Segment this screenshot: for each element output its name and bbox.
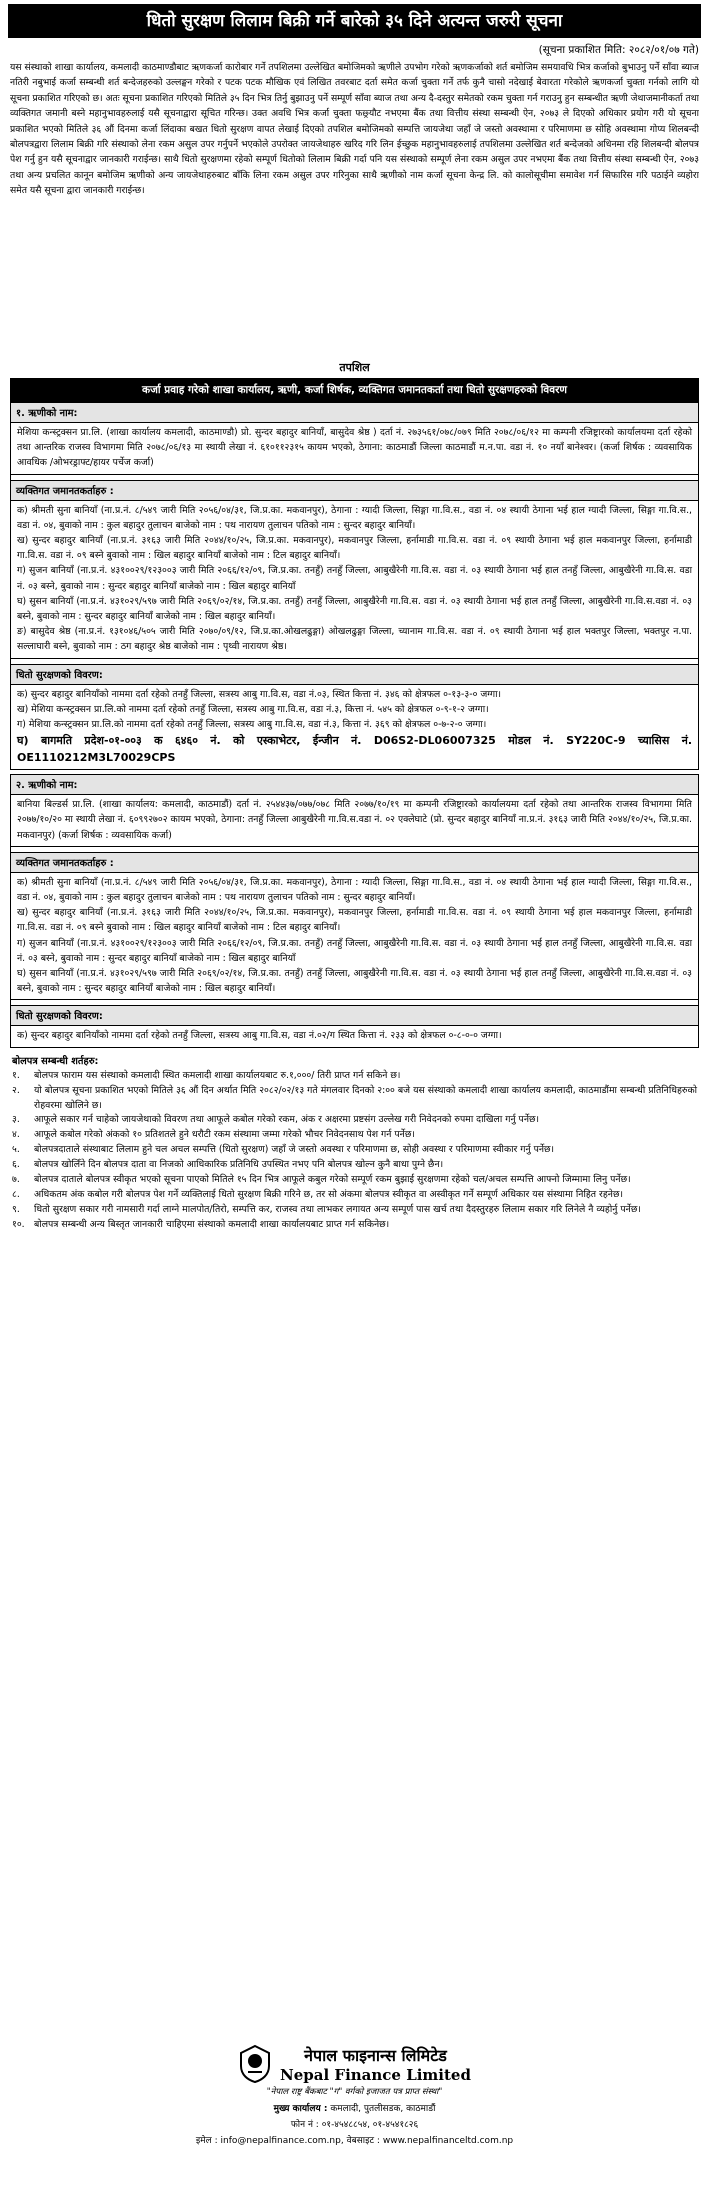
collateral-label: धितो सुरक्षणको विवरण: (11, 665, 698, 685)
publish-date: (सूचना प्रकाशित मिति: २०८२/०१/०७ गते) (538, 44, 699, 56)
head-office-label: मुख्य कार्यालय : (273, 2104, 328, 2114)
contact-line: इमेल : info@nepalfinance.com.np, वेबसाइट : www.nepalfinanceltd.com.np (195, 2136, 514, 2146)
term-number: ६. (12, 1159, 20, 1171)
term-item (12, 1143, 697, 1158)
email-link[interactable]: info@nepalfinance.com.np (220, 2136, 341, 2146)
collateral-list (11, 685, 698, 770)
term-item (12, 1158, 697, 1173)
term-text: आफूले सकार गर्न चाहेको जायजेथाको विवरण तथा आफूले कबोल गरेको रकम, अंक र अक्षरमा प्रष्टसंग उल्लेख गरी निवेदनको रुपमा दाखिला गर्नु पर्नेछ। (34, 1114, 540, 1126)
collateral-item: ख) मेशिया कन्स्ट्रक्सन प्रा.लि.को नाममा दर्ता रहेको तनहुँ जिल्ला, सत्रस्य आबु गा.वि.स, वडा नं.३, कित्ता नं. ५४५ को क्षेत्रफल ०-९-१-२ जग्गा। (17, 703, 489, 715)
borrower-2-label: २. ऋणीको नाम: (11, 775, 698, 795)
term-number: ४. (12, 1129, 20, 1141)
term-item (12, 1188, 697, 1203)
company-brand (0, 2044, 709, 2084)
collateral-item: क) सुन्दर बहादुर बानियाँको नाममा दर्ता रहेको तनहुँ जिल्ला, सत्रस्य आबु गा.वि.स, वडा नं.०३, स्थित कित्ता नं. ३४६ को क्षेत्रफल ०-१३-३-० जग्गा। (17, 688, 502, 700)
collateral-item: क) सुन्दर बहादुर बानियाँको नाममा दर्ता रहेको तनहुँ जिल्ला, सत्रस्य आबु गा.वि.स, वडा नं.०२/ग स्थित कित्ता नं. २३३ को क्षेत्रफल ०-८-०-० जग्गा। (17, 1030, 502, 1042)
term-number: १०. (12, 1218, 25, 1230)
term-text: आफूले कबोल गरेको अंकको १० प्रतिशतले हुने धरौटी रकम संस्थामा जम्मा गरेको भौचर निवेदनसाथ पेश गर्न पर्नेछ। (34, 1129, 415, 1141)
term-item (12, 1069, 697, 1084)
website-link[interactable]: www.nepalfinanceltd.com.np (382, 2136, 514, 2146)
term-text: बोलपत्र सम्बन्धी अन्य बिस्तृत जानकारी चाहिएमा संस्थाको कमलादी शाखा कार्यालयबाट प्राप्त गर्न सकिनेछ। (34, 1218, 390, 1230)
collateral-list (11, 1026, 698, 1046)
phone-label: फोन नं : (290, 2120, 319, 2130)
head-office-line (0, 2101, 709, 2114)
guarantors-list (11, 501, 698, 659)
company-logo-icon (238, 2044, 272, 2084)
guarantor-item: ख) सुन्दर बहादुर बानियाँ (ना.प्र.नं. ३१६३ जारी मिति २०४४/१०/२५, जि.प्र.का. मकवानपुर), मकवानपुर जिल्ला, हर्नामाडी गा.वि.स. वडा नं. ०९ स्थायी ठेगाना भई हाल मकवानपुर जिल्ला, हर्नामाडी गा.वि.स. वडा नं. ०९ बस्ने बुवाको नाम : खिल बहादुर बानियाँ बाजेको नाम : टिल बहादुर बानियाँ। (17, 907, 692, 934)
borrower-2-section (10, 774, 699, 1047)
email-label: इमेल : (195, 2136, 218, 2146)
collateral-label: धितो सुरक्षणको विवरण: (11, 1006, 698, 1026)
term-number: ५. (12, 1144, 20, 1156)
term-text: बोलपत्र खोलिँने दिन बोलपत्र दाता वा निजको आधिकारिक प्रतिनिधि उपस्थित नभए पनि बोलपत्र खोल्न कुनै बाधा पुग्ने छैन। (34, 1159, 444, 1171)
guarantor-item: घ) सुसन बानियाँ (ना.प्र.नं. ४३१०२९/५९७ जारी मिति २०६९/०२/१४, जि.प्र.का. तनहुँ) तनहुँ जिल्ला, आबुखैरेनी गा.वि.स. वडा नं. ०३ स्थायी ठेगाना भई हाल तनहुँ जिल्ला, आबुखैरेनी गा.वि.स.वडा नं. ०३ बस्ने, बुवाको नाम : सुन्दर बहादुर बानियाँ बाजेको नाम : खिल बहादुर बानियाँ। (17, 968, 692, 995)
term-text: बोलपत्र फाराम यस संस्थाको कमलादी स्थित कमलादी शाखा कार्यालयबाट रु.१,०००/ तिरी प्राप्त गर्न सकिने छ। (34, 1069, 401, 1081)
company-names (280, 2044, 471, 2084)
term-item (12, 1128, 697, 1143)
guarantor-item: घ) सुसन बानियाँ (ना.प्र.नं. ४३१०२९/५९७ जारी मिति २०६९/०२/१४, जि.प्र.का. तनहुँ) तनहुँ जिल्ला, आबुखैरेनी गा.वि.स. वडा नं. ०३ स्थायी ठेगाना भई हाल तनहुँ जिल्ला, आबुखैरेनी गा.वि.स.वडा नं. ०३ बस्ने, बुवाको नाम : सुन्दर बहादुर बानियाँ बाजेको नाम : खिल बहादुर बानियाँ। (17, 595, 692, 623)
term-text: बोलपत्रदाताले संस्थाबाट लिलाम हुने चल अचल सम्पत्ति (धितो सुरक्षण) जहाँ जे जस्तो अवस्था र परिमाणमा छ, सोही अवस्था र परिमाणमा स्वीकार गर्नु पर्नेछ। (34, 1144, 555, 1156)
borrower-1-section (10, 402, 699, 770)
term-item (12, 1173, 697, 1188)
details-label: तपशिल (339, 361, 370, 374)
guarantor-item: ग) सुजन बानियाँ (ना.प्र.नं. ४३१००२९/१२३००३ जारी मिति २०६६/१२/०९, जि.प्र.का. तनहुँ) तनहुँ जिल्ला, आबुखैरेनी गा.वि.स. वडा नं. ०३ स्थायी ठेगाना भई हाल तनहुँ जिल्ला, आबुखैरेनी गा.वि.स. वडा नं. ०३ बस्ने, बुवाको नाम : सुन्दर बहादुर बानियाँ बाजेको नाम : खिल बहादुर बानियाँ (17, 565, 692, 592)
company-name-en: Nepal Finance Limited (280, 2066, 471, 2084)
term-text: अधिकतम अंक कबोल गरी बोलपत्र पेश गर्ने व्यक्तिलाई धितो सुरक्षण बिक्री गरिने छ, तर सो अंकमा बोलपत्र स्वीकृत वा अस्वीकृत गर्ने सम्पूर्ण अधिकार यस संस्थामा निहित रहनेछ। (34, 1188, 623, 1200)
equipment-item: घ) बागमति प्रदेश-०१-००३ क ६४६० नं. को एस्काभेटर, ईन्जीन नं. D06S2-DL06007325 मोडल नं. SY220C-9 च्यासिस नं. OE1110212M3L70029CPS (17, 734, 692, 765)
term-text: बोलपत्र दाताले बोलपत्र स्वीकृत भएको सूचना पाएको मितिले १५ दिन भित्र आफूले कबुल गरेको सम्पूर्ण रकम बुझाई सुरक्षणमा रहेको चल/अचल सम्पत्ति आफ्नो जिम्मामा लिनु पर्नेछ। (34, 1174, 631, 1186)
terms-heading: बोलपत्र सम्बन्धी शर्तहरु: (12, 1055, 99, 1067)
phone-number: ०१-४५४८८५४, ०१-४५४१८२६ (321, 2120, 419, 2130)
term-number: ९. (12, 1203, 20, 1215)
term-text: यो बोलपत्र सूचना प्रकाशित भएको मितिले ३६ औं दिन अर्थात मिति २०८२/०२/१३ गते मंगलवार दिनको २:०० बजे यस संस्थाको कमलादी शाखा कार्यालय कमलादी, काठमाडौंमा सम्बन्धी प्रतिनिधिहरुको रोहवरमा खोलिने छ। (34, 1084, 697, 1111)
details-heading: कर्जा प्रवाह गरेको शाखा कार्यालय, ऋणी, कर्जा शिर्षक, व्यक्तिगत जमानतकर्ता तथा धितो सुरक्षणहरुको विवरण (10, 378, 699, 402)
term-number: १. (12, 1069, 20, 1081)
guarantor-item: ङ) बासुदेव श्रेष्ठ (ना.प्र.नं. १३१०४६/५०५ जारी मिति २०७०/०९/१२, जि.प्र.का.ओखलढुङ्गा) ओखलढुङ्गा जिल्ला, च्यानाम गा.वि.स. वडा नं. ०९ स्थायी ठेगाना भई हाल भक्तपुर जिल्ला, भक्तपुर न.पा. सल्लाघारी बस्ने, बुवाको नाम : ठग बहादुर श्रेष्ठ बाजेको नाम : पृथ्वी नारायण श्रेष्ठ। (17, 626, 692, 653)
guarantor-item: क) श्रीमती सुना बानियाँ (ना.प्र.नं. ८/५४९ जारी मिति २०५६/०४/३१, जि.प्र.का. मकवानपुर), ठेगाना : ग्यादी जिल्ला, सिङ्गा गा.वि.स., वडा नं. ०४ स्थायी ठेगाना भई हाल ग्यादी जिल्ला, सिङ्गा गा.वि.स., वडा नं. ०४, बुवाको नाम : कुल बहादुर तुलाचन बाजेको नाम : पथ नारायण तुलाचन पतिको नाम : सुन्दर बहादुर बानियाँ। (17, 504, 692, 531)
collateral-item: ग) मेशिया कन्स्ट्रक्सन प्रा.लि.को नाममा दर्ता रहेको तनहुँ जिल्ला, सत्रस्य आबु गा.वि.स, वडा नं.३, कित्ता नं. ३६९ को क्षेत्रफल ०-७-२-० जग्गा। (17, 719, 487, 731)
borrower-1-label: १. ऋणीको नाम: (11, 403, 698, 423)
guarantors-label: व्यक्तिगत जमानतकर्ताहरु : (11, 481, 698, 501)
guarantors-list (11, 873, 698, 1001)
term-number: २. (12, 1084, 20, 1096)
company-tagline: "नेपाल राष्ट्र बैंकबाट "ग" वर्गको इजाजत पत्र प्राप्त संस्था" (266, 2087, 443, 2097)
borrower-2-details: बानिया बिल्डर्स प्रा.लि. (शाखा कार्यालय: कमलादी, काठमाडौं) दर्ता नं. २५४४३७/०७७/०७८ मिति २०७७/१०/१९ मा कम्पनी रजिष्ट्रारको कार्यालयमा दर्ता रहेको तथा आन्तरिक राजस्व विभागमा मिति २०७७/१०/२० मा स्थायी लेखा नं. ६०९९२७०२ कायम भएको, ठेगाना: तनहुँ जिल्ला आबुखैरेनी गा.वि.स.वडा नं. ०२ एक्लेघाटे (प्रो. सुन्दर बहादुर बानियाँ ना.प्र.नं. ३१६३ जारी मिति २०४४/१०/२५, जि.प्र.का. मकवानपुर) (कर्जा शिर्षक : व्यवसायिक कर्जा) (11, 795, 698, 847)
guarantor-item: क) श्रीमती सुना बानियाँ (ना.प्र.नं. ८/५४९ जारी मिति २०५६/०४/३१, जि.प्र.का. मकवानपुर), ठेगाना : ग्यादी जिल्ला, सिङ्गा गा.वि.स., वडा नं. ०४ स्थायी ठेगाना भई हाल ग्यादी जिल्ला, सिङ्गा गा.वि.स., वडा नं. ०४, बुवाको नाम : कुल बहादुर तुलाचन बाजेको नाम : पथ नारायण तुलाचन पतिको नाम : सुन्दर बहादुर बानियाँ। (17, 876, 692, 904)
head-office-address: कमलादी, पुतलीसडक, काठमाडौं (330, 2104, 436, 2114)
term-item (12, 1218, 697, 1233)
website-label: वेबसाइट : (346, 2136, 380, 2146)
term-text: धितो सुरक्षण सकार गरी नामसारी गर्दा लाग्ने मालपोत/तिरो, सम्पत्ति कर, राजस्व तथा लाभकर लगायत अन्य सम्पूर्ण पास खर्च तथा दैदस्तुरहरु लिलाम सकार गरि लिनेले नै व्यहोर्नु पर्नेछ। (34, 1203, 641, 1215)
term-number: ७. (12, 1174, 20, 1186)
term-item (12, 1203, 697, 1218)
company-footer (0, 2040, 709, 2146)
company-name-np: नेपाल फाइनान्स लिमिटेड (304, 2046, 447, 2065)
guarantor-item: ग) सुजन बानियाँ (ना.प्र.नं. ४३१००२९/१२३००३ जारी मिति २०६६/१२/०९, जि.प्र.का. तनहुँ) तनहुँ जिल्ला, आबुखैरेनी गा.वि.स. वडा नं. ०३ स्थायी ठेगाना भई हाल तनहुँ जिल्ला, आबुखैरेनी गा.वि.स. वडा नं. ०३ बस्ने, बुवाको नाम : सुन्दर बहादुर बानियाँ बाजेको नाम : खिल बहादुर बानियाँ (17, 937, 692, 964)
terms-list (12, 1069, 697, 1233)
term-item (12, 1084, 697, 1114)
notice-title: धितो सुरक्षण लिलाम बिक्री गर्ने बारेको ३५ दिने अत्यन्त जरुरी सूचना (8, 4, 701, 38)
phone-line (0, 2117, 709, 2130)
borrower-1-details: मेशिया कन्स्ट्रक्सन प्रा.लि. (शाखा कार्यालय कमलादी, काठमाण्डौ) प्रो. सुन्दर बहादुर बानियाँ, बासुदेव श्रेष्ठ ) दर्ता नं. २७३५६१/०७८/०७९ मिति २०७८/०६/१२ मा कम्पनी रजिष्ट्रारको कार्यालयमा दर्ता रहेको तथा आन्तरिक राजस्व विभागमा मिति २०७८/०६/१३ मा स्थायी लेखा नं. ६१०११२३१५ कायम भएको, ठेगाना: काठमाडौं जिल्ला काठमाडौं म.न.पा. वडा नं. १० नयाँ बानेश्वर। (कर्जा शिर्षक : व्यवसायिक आवधिक /ओभरड्राफ्ट/हायर पर्चेज कर्जा) (11, 423, 698, 475)
term-item (12, 1113, 697, 1128)
guarantors-label: व्यक्तिगत जमानतकर्ताहरु : (11, 853, 698, 873)
intro-paragraph: यस संस्थाको शाखा कार्यालय, कमलादी काठमाण्डौबाट ऋणकर्जा कारोबार गर्ने तपशिलमा उल्लेखित बमोजिमको ऋणीले उपभोग गरेको ऋणकर्जाको शर्त बमोजिम समयावधि भित्र कर्जाको बुभाउनु पर्ने साँवा ब्याज नतिरी नबुभाई कर्जा सम्बन्धी शर्त बन्देजहरुको उल्लङ्घन गरेको र पटक पटक मौखिक एवं लिखित तवरबाट दर्ता समेत कर्जा चुक्ता गर्ने तर्फ कुनै चासो नदेखाई बेवारता गरेकोले ऋणकर्जा चुक्ता गर्नको लागि यो सूचना प्रकाशित गरिएको छ। अतः सूचना प्रकाशित गरिएको मितिले ३५ दिन भित्र तिर्नु बुझाउनु पर्ने सम्पूर्ण साँवा ब्याज तथा अन्य दै-दस्तुर समेतको रकम चुक्ता गर्न गराउनु हुन सम्बन्धीत ऋणी जेथाजमानीकर्ता तथा व्यक्तिगत जमानी बस्ने महानुभावहरुलाई यसै सूचनाद्वारा सूचित गरिन्छ। उक्त अवधि भित्र कर्जा चुक्ता फछ्र्यौट नभएमा बैंक तथा वित्तीय संस्था सम्बन्धी ऐन, २०७३ ले दिएको अधिकार प्रयोग गरी यो सूचना प्रकाशित भएको मितिले ३६ औं दिनमा कर्जा लिंदाका बखत धितो सुरक्षण वापत लेखाई दिएको तपशिल बमोजिमको सम्पत्ति जायजेथा जहाँ जे जस्तो अवस्थामा र परिमाणमा छ सोहि अवस्थामा गोप्य शिलबन्दी बोलपत्रद्वारा लिलाम बिक्री गरि संस्थाको लेना रकम असुल उपर गर्नुपर्ने भएकोले उपरोक्त जायजेथाहरु खरिद गरि लिन ईच्छुक महानुभावहरुलाई तपशिलमा उल्लेखित शर्त बन्देजको अधिनमा रहि शिलबन्दी बोलपत्र पेश गर्नु हुन यसै सूचनाद्वार जानकारी गराईन्छ। साथै धितो सुरक्षणमा रहेको सम्पूर्ण धितोको लिलाम बिक्री गर्दा पनि यस संस्थाको सम्पूर्ण लेना रकम असुल उपर नभएमा बैंक तथा वित्तीय संस्था सम्बन्धी ऐन, २०७३ तथा अन्य प्रचलित कानून बमोजिम ऋणीको अन्य जायजेथाहरुबाट बाँकि लिना रकम असुल उपर गरिनुका साथै ऋणीको नाम कर्जा सूचना केन्द्र लि. को कालोसूचीमा समावेश गर्न सिफारिस गरि पठाईने व्यहोरा समेत यसै सूचना द्वारा जानकारी गराईन्छ। (10, 62, 699, 197)
term-number: ३. (12, 1114, 20, 1126)
term-number: ८. (12, 1188, 20, 1200)
guarantor-item: ख) सुन्दर बहादुर बानियाँ (ना.प्र.नं. ३१६३ जारी मिति २०४४/१०/२५, जि.प्र.का. मकवानपुर), मकवानपुर जिल्ला, हर्नामाडी गा.वि.स. वडा नं. ०९ स्थायी ठेगाना भई हाल मकवानपुर जिल्ला, हर्नामाडी गा.वि.स. वडा नं. ०९ बस्ने बुवाको नाम : खिल बहादुर बानियाँ बाजेको नाम : टिल बहादुर बानियाँ। (17, 535, 692, 562)
